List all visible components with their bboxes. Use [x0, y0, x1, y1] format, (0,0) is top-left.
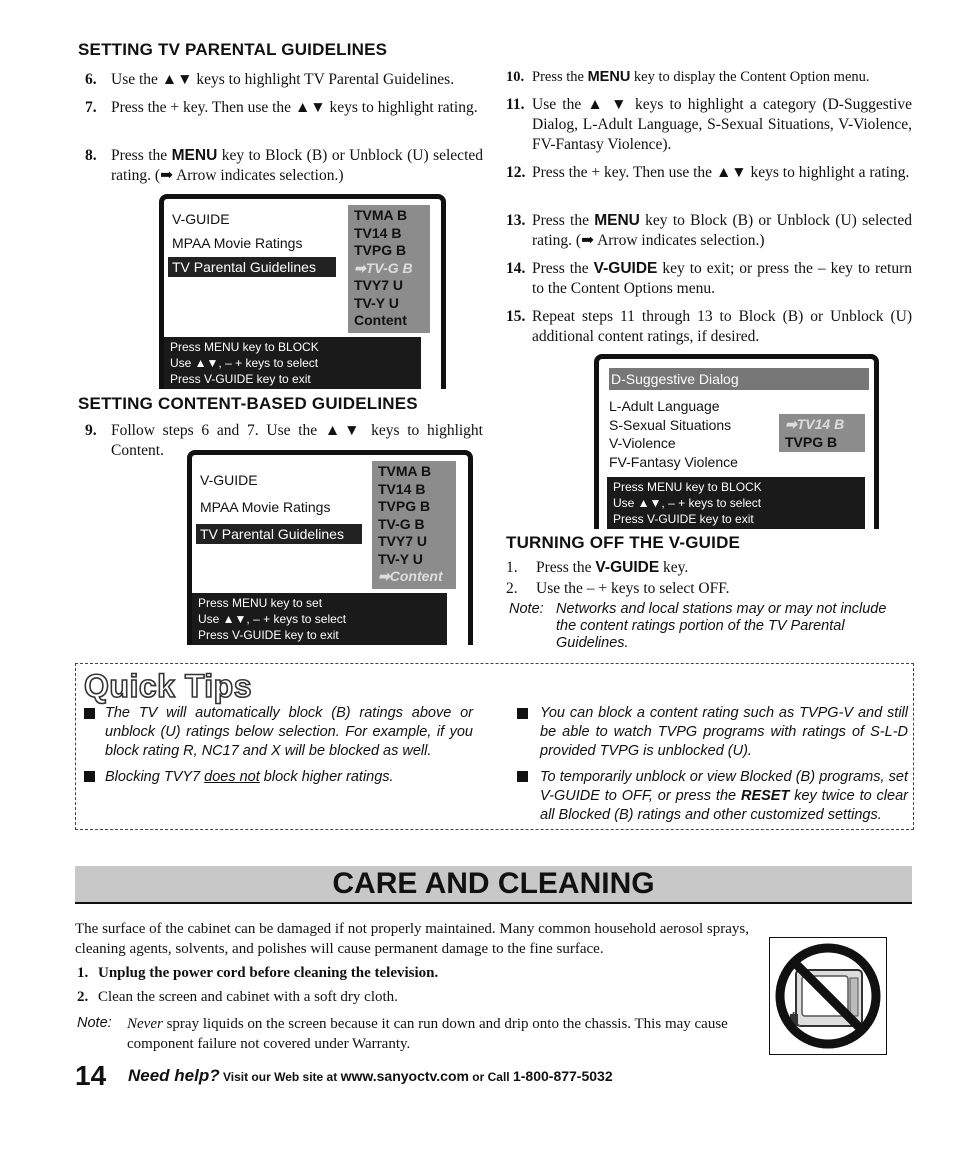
bullet-icon: [84, 771, 95, 782]
category-item: V-Violence: [609, 435, 676, 451]
step-text: Follow steps 6 and 7. Use the ▲▼ keys to highlight Content.: [111, 422, 483, 459]
instruction-line: Press MENU key to BLOCK: [613, 480, 762, 494]
menu-item-tv-parental-highlighted: TV Parental Guidelines: [168, 257, 336, 277]
rating-item: TVY7 U: [354, 277, 404, 293]
website-link[interactable]: www.sanyoctv.com: [340, 1068, 469, 1084]
rating-item: TV14 B: [378, 480, 426, 497]
care-title-bar: [75, 866, 912, 904]
vguide-screen-parental: [159, 194, 446, 389]
care-note-text: Never spray liquids on the screen because it can run down and drip onto the chassis. This may cause component failure not covered under Warranty.: [127, 1016, 728, 1052]
step-text: Press the MENU key to display the Content Option menu.: [532, 69, 870, 85]
rating-item: TVPG B: [354, 242, 407, 258]
need-help-label: Need help?: [128, 1066, 220, 1085]
instruction-line: Press MENU key to set: [198, 596, 323, 610]
tip-temporary-unblock: To temporarily unblock or view Blocked (B) programs, set V-GUIDE to OFF, or press the RESET key twice to clear all Blocked (B) ratings and other customized settings.: [540, 769, 908, 823]
rating-item: TVMA B: [378, 463, 432, 479]
step-text: Use the ▲ ▼ keys to highlight a category (D-Suggestive Dialog, L-Adult Language, S-Sexual Situations, V-Violence, FV-Fantasy Violence).: [532, 96, 912, 153]
rating-item: TV-Y U: [378, 550, 423, 567]
step-number: 7.: [85, 99, 97, 116]
rating-list: [348, 205, 430, 333]
instruction-line: Use ▲▼, – + keys to select: [170, 356, 319, 370]
rating-item-selected: ➡Content: [378, 568, 443, 584]
instruction-line: Use ▲▼, – + keys to select: [613, 496, 762, 510]
step-text: Press the MENU key to Block (B) or Unblock (U) selected rating. (➡ Arrow indicates selection.): [532, 212, 912, 249]
step-text: Use the ▲▼ keys to highlight TV Parental Guidelines.: [111, 71, 455, 88]
step-number: 8.: [85, 147, 97, 164]
step-number: 10.: [506, 69, 525, 85]
bullet-icon: [517, 708, 528, 719]
rating-item-selected: ➡TV-G B: [354, 259, 413, 276]
section-heading-content: SETTING CONTENT-BASED GUIDELINES: [78, 394, 418, 413]
rating-item: TVPG B: [378, 498, 431, 514]
menu-key-label: MENU: [594, 212, 640, 229]
bullet-icon: [84, 708, 95, 719]
menu-item-mpaa: MPAA Movie Ratings: [172, 235, 303, 251]
note-label: Note:: [509, 601, 544, 617]
rating-item: Content: [354, 312, 407, 328]
instruction-line: Press V-GUIDE key to exit: [170, 372, 311, 386]
rating-item: TVPG B: [785, 433, 838, 450]
step-text: Press the V-GUIDE key to exit; or press the – key to return to the Content Options menu.: [532, 260, 912, 297]
step-text: Repeat steps 11 through 13 to Block (B) or Unblock (U) additional content ratings, if desired.: [532, 308, 912, 345]
step-number: 2.: [77, 989, 89, 1005]
rating-item: TV14 B: [354, 224, 402, 241]
quick-tips-title: Quick Tips: [84, 668, 253, 704]
step-number: 12.: [506, 164, 526, 181]
step-text: Clean the screen and cabinet with a soft dry cloth.: [98, 989, 398, 1005]
tip-auto-block: The TV will automatically block (B) ratings above or unblock (U) ratings below selection. For example, if you block rating R, NC17 and X will be blocked as well.: [105, 705, 473, 759]
step-number: 6.: [85, 71, 97, 88]
menu-item-mpaa: MPAA Movie Ratings: [200, 499, 331, 515]
reset-key-label: RESET: [740, 788, 790, 804]
rating-item-selected: ➡TV14 B: [785, 416, 845, 432]
tip-content-rating: You can block a content rating such as TVPG-V and still be able to watch TVPG programs with ratings of S-L-D provided TVPG is unblocked (U).: [540, 705, 908, 759]
step-text: Press the V-GUIDE key.: [536, 559, 689, 576]
section-heading-parental: SETTING TV PARENTAL GUIDELINES: [78, 40, 388, 59]
instruction-line: Use ▲▼, – + keys to select: [198, 612, 347, 626]
vguide-key-label: V-GUIDE: [595, 559, 660, 576]
phone-number: 1-800-877-5032: [512, 1068, 613, 1084]
rating-item: TVY7 U: [378, 533, 428, 549]
footer-help-line: [128, 1066, 613, 1087]
tip-tvy7: Blocking TVY7 does not block higher ratings.: [105, 769, 394, 785]
no-spray-tv-icon: [769, 937, 887, 1055]
quick-tips-box: [75, 663, 914, 830]
rating-item: TV-Y U: [354, 294, 399, 311]
instruction-panel: [192, 593, 447, 645]
note-text: Networks and local stations may or may not include the content ratings portion of the TV Parental Guidelines.: [556, 601, 887, 651]
section-heading-turnoff: TURNING OFF THE V-GUIDE: [506, 533, 741, 552]
visit-label: Visit our Web site at: [222, 1070, 338, 1084]
instruction-panel: [607, 477, 865, 529]
category-item: L-Adult Language: [609, 398, 720, 414]
category-item: S-Sexual Situations: [609, 416, 732, 433]
step-number: 2.: [506, 580, 518, 597]
vguide-menu: [200, 467, 362, 548]
vguide-screen-categories: [594, 354, 879, 529]
step-number: 9.: [85, 422, 97, 439]
step-text: Use the – + keys to select OFF.: [536, 580, 730, 597]
step-text: Press the + key. Then use the ▲▼ keys to highlight a rating.: [532, 164, 910, 181]
category-highlighted: D-Suggestive Dialog: [609, 368, 869, 390]
step-number: 14.: [506, 260, 526, 277]
step-number: 15.: [506, 308, 526, 325]
instruction-line: Press V-GUIDE key to exit: [198, 628, 339, 642]
page-number: 14: [75, 1060, 107, 1091]
step-text: Press the MENU key to Block (B) or Unblock (U) selected rating. (➡ Arrow indicates selection.): [111, 147, 483, 184]
step-number: 1.: [506, 559, 518, 576]
care-note-label: Note:: [77, 1015, 112, 1031]
vguide-screen-content: [187, 450, 473, 645]
bullet-icon: [517, 771, 528, 782]
instruction-line: Press MENU key to BLOCK: [170, 340, 319, 354]
vguide-key-label: V-GUIDE: [593, 260, 658, 277]
step-text: Press the + key. Then use the ▲▼ keys to highlight rating.: [111, 99, 478, 116]
rating-item: TVMA B: [354, 207, 408, 223]
instruction-panel: [164, 337, 421, 389]
menu-key-label: MENU: [171, 147, 218, 164]
or-call-label: or Call: [472, 1070, 510, 1084]
rating-item: TV-G B: [378, 515, 425, 532]
menu-item-vguide: V-GUIDE: [172, 211, 230, 227]
step-text: Unplug the power cord before cleaning the television.: [98, 965, 439, 981]
step-number: 1.: [77, 965, 89, 981]
rating-list: [372, 461, 456, 589]
vguide-menu: [172, 207, 336, 279]
care-intro: The surface of the cabinet can be damaged if not properly maintained. Many common household aerosol sprays, cleaning agents, solvents, and polishes will cause permanent damage to the fine surface.: [75, 921, 749, 957]
care-title: CARE AND CLEANING: [332, 867, 655, 900]
instruction-line: Press V-GUIDE key to exit: [613, 512, 754, 526]
menu-item-tv-parental-highlighted: TV Parental Guidelines: [196, 524, 362, 544]
category-item: FV-Fantasy Violence: [609, 453, 738, 470]
menu-item-vguide: V-GUIDE: [200, 472, 258, 488]
rating-list: [779, 414, 865, 452]
menu-key-label: MENU: [587, 69, 631, 85]
step-number: 11.: [506, 96, 525, 113]
category-list: [609, 397, 738, 471]
step-number: 13.: [506, 212, 526, 229]
